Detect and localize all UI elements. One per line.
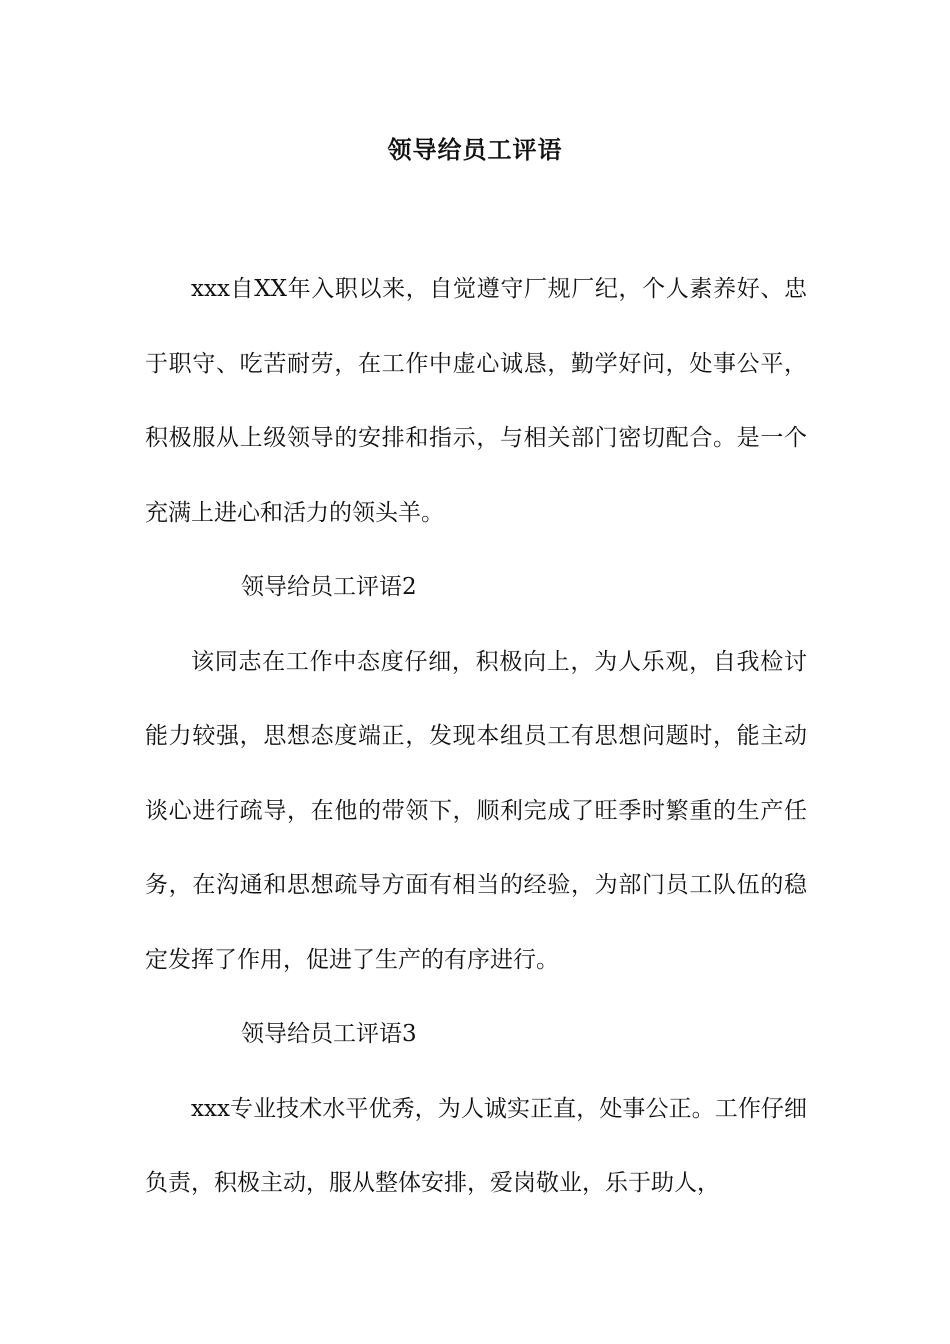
subheading-3: 领导给员工评语3 [241,1021,417,1047]
paragraph-2: 该同志在工作中态度仔细，积极向上，为人乐观，自我检讨能力较强，思想态度端正，发现本组员工有思想问题时，能主动谈心进行疏导，在他的带领下，顺利完成了旺季时繁重的生产任务，在沟通和思想疏导方面有相当的经验，为部门员工队伍的稳定发挥了作用，促进了生产的有序进行。 [145,648,807,973]
paragraph-1: xxx自XX年入职以来，自觉遵守厂规厂纪，个人素养好、忠于职守、吃苦耐劳，在工作中虚心诚恳，勤学好问，处事公平，积极服从上级领导的安排和指示，与相关部门密切配合。是一个充满上进心和活力的领头羊。 [145,276,807,526]
subheading-2: 领导给员工评语2 [241,574,417,600]
paragraph-3: xxx专业技术水平优秀，为人诚实正直，处事公正。工作仔细负责，积极主动，服从整体安排，爱岗敬业，乐于助人， [145,1095,807,1196]
document-title: 领导给员工评语 [387,136,563,164]
document-body [145,252,807,1221]
